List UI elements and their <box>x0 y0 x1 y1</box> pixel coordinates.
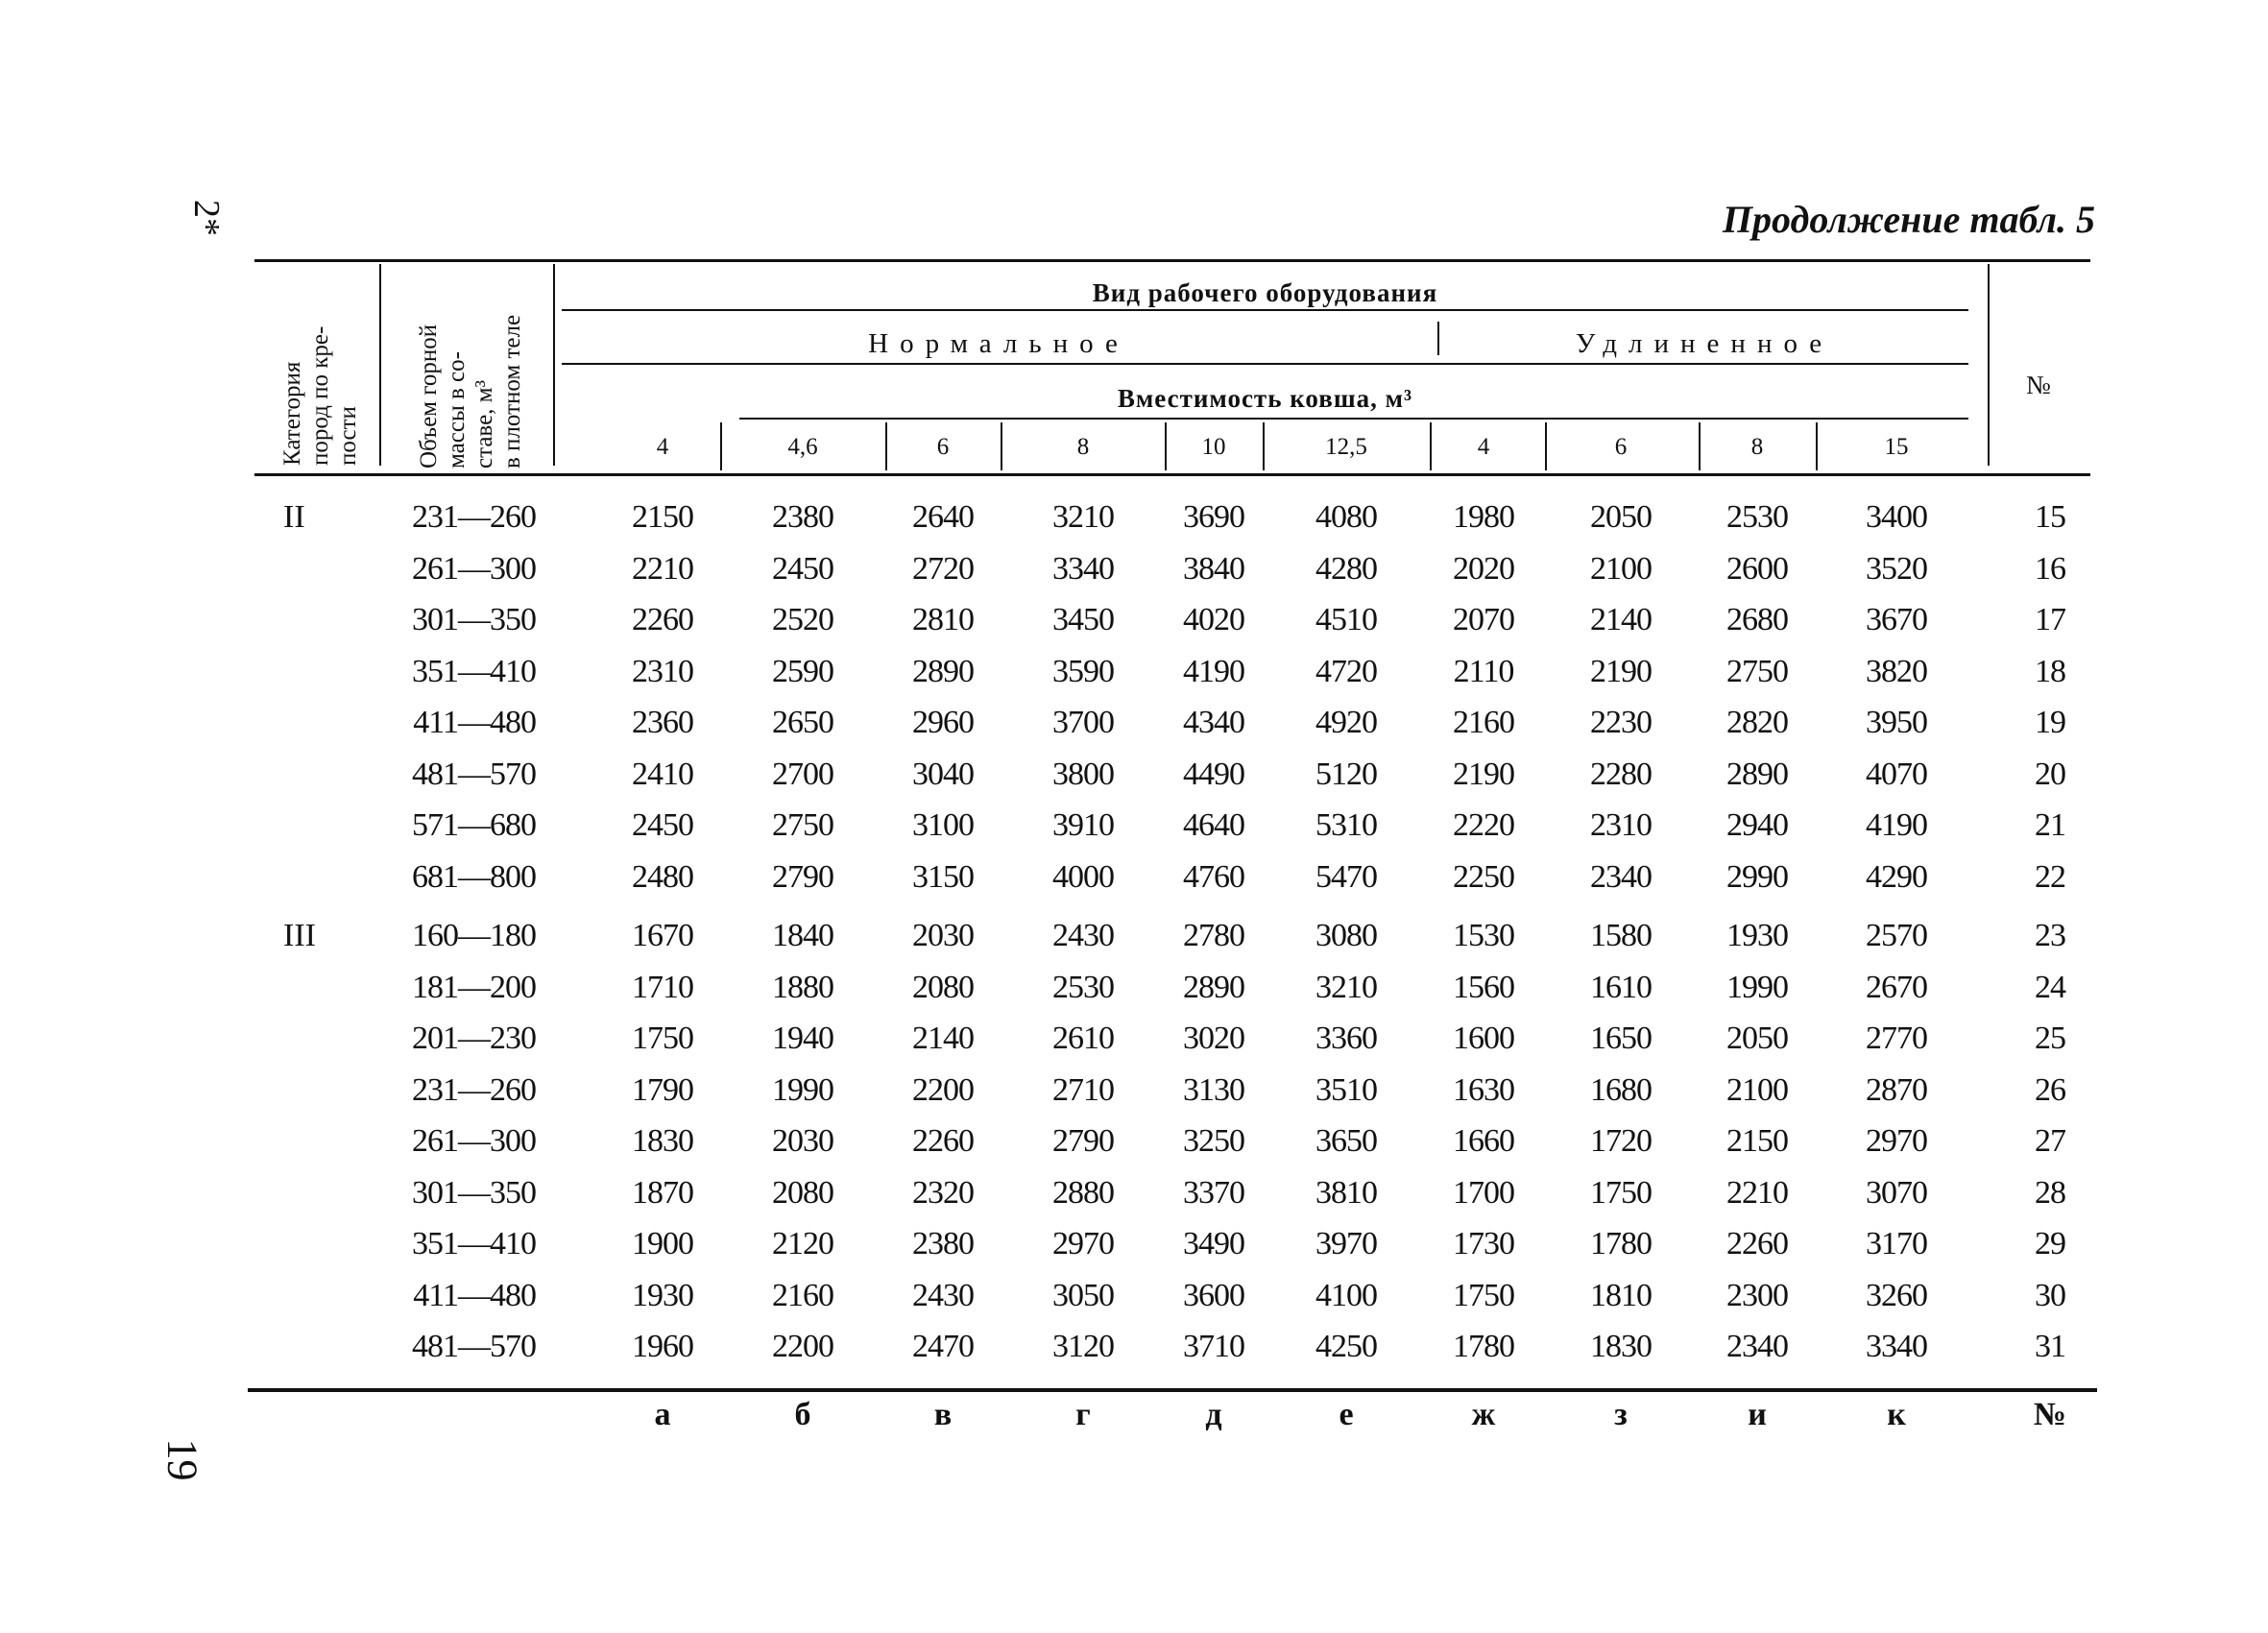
row-number-cell: 17 <box>2035 602 2065 637</box>
value-cell: 3130 <box>1183 1071 1244 1108</box>
page-number: 19 <box>158 1438 206 1481</box>
value-cell: 2810 <box>912 602 974 637</box>
column-letter: б <box>794 1397 811 1432</box>
value-cell: 2160 <box>772 1277 833 1313</box>
value-cell: 2220 <box>1453 807 1514 843</box>
value-cell: 2260 <box>912 1123 974 1159</box>
volume-range-cell: 160—180 <box>412 918 536 953</box>
volume-range-cell: 231—260 <box>412 499 536 535</box>
value-cell: 3810 <box>1315 1174 1377 1211</box>
value-cell: 2030 <box>912 918 974 953</box>
value-cell: 2140 <box>1590 602 1652 637</box>
value-cell: 1670 <box>632 918 693 953</box>
value-cell: 2820 <box>1726 705 1788 740</box>
value-cell: 3820 <box>1866 653 1927 689</box>
value-cell: 3600 <box>1183 1277 1244 1313</box>
value-cell: 1660 <box>1453 1123 1514 1159</box>
v-divider-cap8 <box>1699 422 1701 470</box>
table-bottom-rule <box>248 1388 2097 1392</box>
value-cell: 2710 <box>1052 1071 1114 1108</box>
value-cell: 4020 <box>1183 602 1244 637</box>
volume-range-cell: 481—570 <box>412 1329 536 1364</box>
value-cell: 1750 <box>1453 1277 1514 1313</box>
v-divider-cap2 <box>885 422 887 470</box>
row-number-cell: 26 <box>2035 1071 2065 1108</box>
v-divider-cap9 <box>1816 422 1818 470</box>
value-cell: 2530 <box>1052 969 1114 1005</box>
value-cell: 2150 <box>1726 1123 1788 1159</box>
value-cell: 2100 <box>1590 550 1652 587</box>
value-cell: 3040 <box>912 756 974 792</box>
volume-range-cell: 261—300 <box>412 1123 536 1159</box>
value-cell: 1720 <box>1590 1123 1652 1159</box>
row-number-cell: 29 <box>2035 1226 2065 1261</box>
v-divider-no <box>1988 264 1990 466</box>
column-letter: е <box>1339 1397 1354 1432</box>
value-cell: 2610 <box>1052 1021 1114 1056</box>
volume-range-cell: 411—480 <box>413 1277 536 1313</box>
value-cell: 3510 <box>1315 1071 1377 1108</box>
value-cell: 1960 <box>632 1329 693 1364</box>
header-volume: Объем горной массы в со- ставе, м³ в плотном теле <box>416 314 525 468</box>
header-capacity-cell: 6 <box>936 434 950 460</box>
value-cell: 1840 <box>772 918 833 953</box>
value-cell: 3450 <box>1052 602 1114 637</box>
value-cell: 2890 <box>912 653 974 689</box>
value-cell: 2750 <box>1726 653 1788 689</box>
value-cell: 2450 <box>772 550 833 587</box>
row-number-cell: 16 <box>2035 550 2065 587</box>
value-cell: 1710 <box>632 969 693 1005</box>
header-capacity-cell: 6 <box>1614 434 1628 460</box>
value-cell: 2260 <box>632 602 693 637</box>
value-cell: 2320 <box>912 1174 974 1211</box>
value-cell: 3840 <box>1183 550 1244 587</box>
value-cell: 1650 <box>1590 1021 1652 1056</box>
value-cell: 1610 <box>1590 969 1652 1005</box>
value-cell: 3670 <box>1866 602 1927 637</box>
value-cell: 2700 <box>772 756 833 792</box>
value-cell: 3210 <box>1315 969 1377 1005</box>
value-cell: 3370 <box>1183 1174 1244 1211</box>
row-number-cell: 18 <box>2035 653 2065 689</box>
v-divider-cap3 <box>1001 422 1002 470</box>
value-cell: 3340 <box>1866 1329 1927 1364</box>
value-cell: 1700 <box>1453 1174 1514 1211</box>
value-cell: 1830 <box>632 1123 693 1159</box>
value-cell: 3950 <box>1866 705 1927 740</box>
value-cell: 3520 <box>1866 550 1927 587</box>
value-cell: 4760 <box>1183 858 1244 895</box>
row-number-cell: 24 <box>2035 969 2065 1005</box>
header-category: Категория пород по кре- пости <box>279 325 361 466</box>
value-cell: 2670 <box>1866 969 1927 1005</box>
value-cell: 1880 <box>772 969 833 1005</box>
value-cell: 1930 <box>1726 918 1788 953</box>
value-cell: 2890 <box>1183 969 1244 1005</box>
v-divider-cap6 <box>1430 422 1432 470</box>
value-cell: 1870 <box>632 1174 693 1211</box>
volume-range-cell: 301—350 <box>412 602 536 637</box>
value-cell: 2530 <box>1726 499 1788 535</box>
value-cell: 1580 <box>1590 918 1652 953</box>
value-cell: 1900 <box>632 1226 693 1261</box>
value-cell: 3700 <box>1052 705 1114 740</box>
value-cell: 2790 <box>772 858 833 895</box>
value-cell: 2210 <box>1726 1174 1788 1211</box>
value-cell: 1560 <box>1453 969 1514 1005</box>
value-cell: 2080 <box>772 1174 833 1211</box>
value-cell: 2430 <box>1052 918 1114 953</box>
header-bucket-capacity: Вместимость ковша, м³ <box>1117 384 1413 413</box>
value-cell: 3710 <box>1183 1329 1244 1364</box>
value-cell: 2590 <box>772 653 833 689</box>
value-cell: 2990 <box>1726 858 1788 895</box>
value-cell: 3360 <box>1315 1021 1377 1056</box>
value-cell: 4290 <box>1866 858 1927 895</box>
value-cell: 3050 <box>1052 1277 1114 1313</box>
value-cell: 4070 <box>1866 756 1927 792</box>
value-cell: 1600 <box>1453 1021 1514 1056</box>
v-divider-volume <box>553 264 555 466</box>
value-cell: 2520 <box>772 602 833 637</box>
value-cell: 3080 <box>1315 918 1377 953</box>
value-cell: 2150 <box>632 499 693 535</box>
value-cell: 1780 <box>1590 1226 1652 1261</box>
value-cell: 4510 <box>1315 602 1377 637</box>
volume-range-cell: 681—800 <box>412 858 536 895</box>
value-cell: 2870 <box>1866 1071 1927 1108</box>
row-number-cell: 30 <box>2035 1277 2065 1313</box>
value-cell: 2430 <box>912 1277 974 1313</box>
value-cell: 1830 <box>1590 1329 1652 1364</box>
corner-mark: 2* <box>186 200 227 236</box>
header-capacity-cell: 10 <box>1201 434 1226 460</box>
value-cell: 5310 <box>1315 807 1377 843</box>
v-divider-cap1 <box>720 422 722 470</box>
value-cell: 3020 <box>1183 1021 1244 1056</box>
row-number-cell: 20 <box>2035 756 2065 792</box>
value-cell: 2190 <box>1453 756 1514 792</box>
value-cell: 1940 <box>772 1021 833 1056</box>
value-cell: 3070 <box>1866 1174 1927 1211</box>
volume-range-cell: 571—680 <box>412 807 536 843</box>
header-capacity-cell: 12,5 <box>1325 434 1367 460</box>
value-cell: 1750 <box>632 1021 693 1056</box>
value-cell: 1930 <box>632 1277 693 1313</box>
value-cell: 2210 <box>632 550 693 587</box>
value-cell: 5470 <box>1315 858 1377 895</box>
volume-range-cell: 201—230 <box>412 1021 536 1056</box>
header-normal: Нормальное <box>868 328 1129 359</box>
value-cell: 1530 <box>1453 918 1514 953</box>
row-number-cell: 31 <box>2035 1329 2065 1364</box>
value-cell: 2310 <box>632 653 693 689</box>
value-cell: 2050 <box>1726 1021 1788 1056</box>
v-divider-normal-extended <box>1437 322 1439 355</box>
value-cell: 2640 <box>912 499 974 535</box>
value-cell: 2340 <box>1590 858 1652 895</box>
value-cell: 1990 <box>1726 969 1788 1005</box>
value-cell: 2770 <box>1866 1021 1927 1056</box>
column-letter: к <box>1887 1397 1906 1432</box>
value-cell: 3210 <box>1052 499 1114 535</box>
value-cell: 1630 <box>1453 1071 1514 1108</box>
header-extended: Удлиненное <box>1575 328 1834 359</box>
value-cell: 4000 <box>1052 858 1114 895</box>
row-number-cell: 23 <box>2035 918 2065 953</box>
value-cell: 3120 <box>1052 1329 1114 1364</box>
volume-range-cell: 481—570 <box>412 756 536 792</box>
value-cell: 2050 <box>1590 499 1652 535</box>
value-cell: 4190 <box>1183 653 1244 689</box>
row-number-cell: 27 <box>2035 1123 2065 1159</box>
table-top-rule <box>254 259 2090 262</box>
value-cell: 2100 <box>1726 1071 1788 1108</box>
value-cell: 4190 <box>1866 807 1927 843</box>
value-cell: 1810 <box>1590 1277 1652 1313</box>
v-divider-cap7 <box>1545 422 1547 470</box>
column-letter: и <box>1748 1397 1767 1432</box>
value-cell: 1990 <box>772 1071 833 1108</box>
value-cell: 4080 <box>1315 499 1377 535</box>
value-cell: 3690 <box>1183 499 1244 535</box>
header-bottom-rule <box>254 473 2090 476</box>
value-cell: 3150 <box>912 858 974 895</box>
value-cell: 2030 <box>772 1123 833 1159</box>
value-cell: 4640 <box>1183 807 1244 843</box>
value-cell: 3400 <box>1866 499 1927 535</box>
value-cell: 2470 <box>912 1329 974 1364</box>
volume-range-cell: 411—480 <box>413 705 536 740</box>
value-cell: 2890 <box>1726 756 1788 792</box>
column-letter: д <box>1205 1397 1222 1432</box>
value-cell: 1680 <box>1590 1071 1652 1108</box>
capacity-rule <box>739 418 1968 420</box>
value-cell: 2970 <box>1866 1123 1927 1159</box>
row-number-cell: 28 <box>2035 1174 2065 1211</box>
v-divider-category <box>379 264 381 466</box>
value-cell: 4720 <box>1315 653 1377 689</box>
value-cell: 2750 <box>772 807 833 843</box>
row-number-cell: 22 <box>2035 858 2065 895</box>
value-cell: 3250 <box>1183 1123 1244 1159</box>
continuation-title: Продолжение табл. 5 <box>1722 198 2095 241</box>
value-cell: 4280 <box>1315 550 1377 587</box>
value-cell: 3260 <box>1866 1277 1927 1313</box>
column-letter: ж <box>1471 1397 1496 1432</box>
value-cell: 3800 <box>1052 756 1114 792</box>
value-cell: 2780 <box>1183 918 1244 953</box>
row-number-cell: 15 <box>2035 499 2065 535</box>
column-letter: з <box>1614 1397 1628 1432</box>
category-cell: II <box>283 499 305 535</box>
volume-range-cell: 181—200 <box>412 969 536 1005</box>
column-letter: а <box>654 1397 671 1432</box>
volume-range-cell: 351—410 <box>412 653 536 689</box>
header-capacity-cell: 4,6 <box>787 434 818 460</box>
equipment-type-rule <box>562 309 1968 311</box>
value-cell: 3100 <box>912 807 974 843</box>
value-cell: 2250 <box>1453 858 1514 895</box>
header-no: № <box>2026 371 2051 399</box>
volume-range-cell: 261—300 <box>412 550 536 587</box>
row-number-cell: 25 <box>2035 1021 2065 1056</box>
value-cell: 2120 <box>772 1226 833 1261</box>
value-cell: 2450 <box>632 807 693 843</box>
value-cell: 3650 <box>1315 1123 1377 1159</box>
volume-range-cell: 301—350 <box>412 1174 536 1211</box>
value-cell: 3490 <box>1183 1226 1244 1261</box>
value-cell: 2380 <box>912 1226 974 1261</box>
header-capacity-cell: 15 <box>1884 434 1909 460</box>
value-cell: 2970 <box>1052 1226 1114 1261</box>
value-cell: 4340 <box>1183 705 1244 740</box>
value-cell: 3910 <box>1052 807 1114 843</box>
footer-no: № <box>2033 1397 2067 1432</box>
value-cell: 2790 <box>1052 1123 1114 1159</box>
row-number-cell: 19 <box>2035 705 2065 740</box>
column-letter: в <box>933 1397 953 1432</box>
value-cell: 3970 <box>1315 1226 1377 1261</box>
value-cell: 1790 <box>632 1071 693 1108</box>
value-cell: 1980 <box>1453 499 1514 535</box>
v-divider-cap5 <box>1263 422 1265 470</box>
value-cell: 2190 <box>1590 653 1652 689</box>
value-cell: 3590 <box>1052 653 1114 689</box>
value-cell: 2570 <box>1866 918 1927 953</box>
value-cell: 4920 <box>1315 705 1377 740</box>
value-cell: 1780 <box>1453 1329 1514 1364</box>
row-number-cell: 21 <box>2035 807 2065 843</box>
category-cell: III <box>283 918 316 953</box>
value-cell: 2410 <box>632 756 693 792</box>
value-cell: 2200 <box>772 1329 833 1364</box>
volume-range-cell: 231—260 <box>412 1071 536 1108</box>
value-cell: 2360 <box>632 705 693 740</box>
value-cell: 2680 <box>1726 602 1788 637</box>
volume-range-cell: 351—410 <box>412 1226 536 1261</box>
value-cell: 2880 <box>1052 1174 1114 1211</box>
value-cell: 2940 <box>1726 807 1788 843</box>
value-cell: 4490 <box>1183 756 1244 792</box>
value-cell: 2310 <box>1590 807 1652 843</box>
v-divider-cap4 <box>1165 422 1167 470</box>
variant-rule <box>562 363 1968 365</box>
value-cell: 2650 <box>772 705 833 740</box>
value-cell: 2070 <box>1453 602 1514 637</box>
value-cell: 2230 <box>1590 705 1652 740</box>
value-cell: 2200 <box>912 1071 974 1108</box>
header-capacity-cell: 8 <box>1750 434 1764 460</box>
value-cell: 2340 <box>1726 1329 1788 1364</box>
value-cell: 4250 <box>1315 1329 1377 1364</box>
value-cell: 2600 <box>1726 550 1788 587</box>
value-cell: 2140 <box>912 1021 974 1056</box>
value-cell: 2720 <box>912 550 974 587</box>
header-equipment-type: Вид рабочего оборудования <box>1092 278 1438 307</box>
value-cell: 1730 <box>1453 1226 1514 1261</box>
column-letter: г <box>1075 1397 1091 1432</box>
value-cell: 5120 <box>1315 756 1377 792</box>
value-cell: 2380 <box>772 499 833 535</box>
value-cell: 2280 <box>1590 756 1652 792</box>
value-cell: 3340 <box>1052 550 1114 587</box>
value-cell: 1750 <box>1590 1174 1652 1211</box>
value-cell: 2260 <box>1726 1226 1788 1261</box>
header-capacity-cell: 4 <box>1477 434 1490 460</box>
value-cell: 2480 <box>632 858 693 895</box>
value-cell: 2110 <box>1453 653 1514 689</box>
value-cell: 2160 <box>1453 705 1514 740</box>
value-cell: 2020 <box>1453 550 1514 587</box>
value-cell: 2080 <box>912 969 974 1005</box>
value-cell: 3170 <box>1866 1226 1927 1261</box>
value-cell: 4100 <box>1315 1277 1377 1313</box>
header-capacity-cell: 4 <box>656 434 669 460</box>
value-cell: 2960 <box>912 705 974 740</box>
header-capacity-cell: 8 <box>1076 434 1090 460</box>
value-cell: 2300 <box>1726 1277 1788 1313</box>
